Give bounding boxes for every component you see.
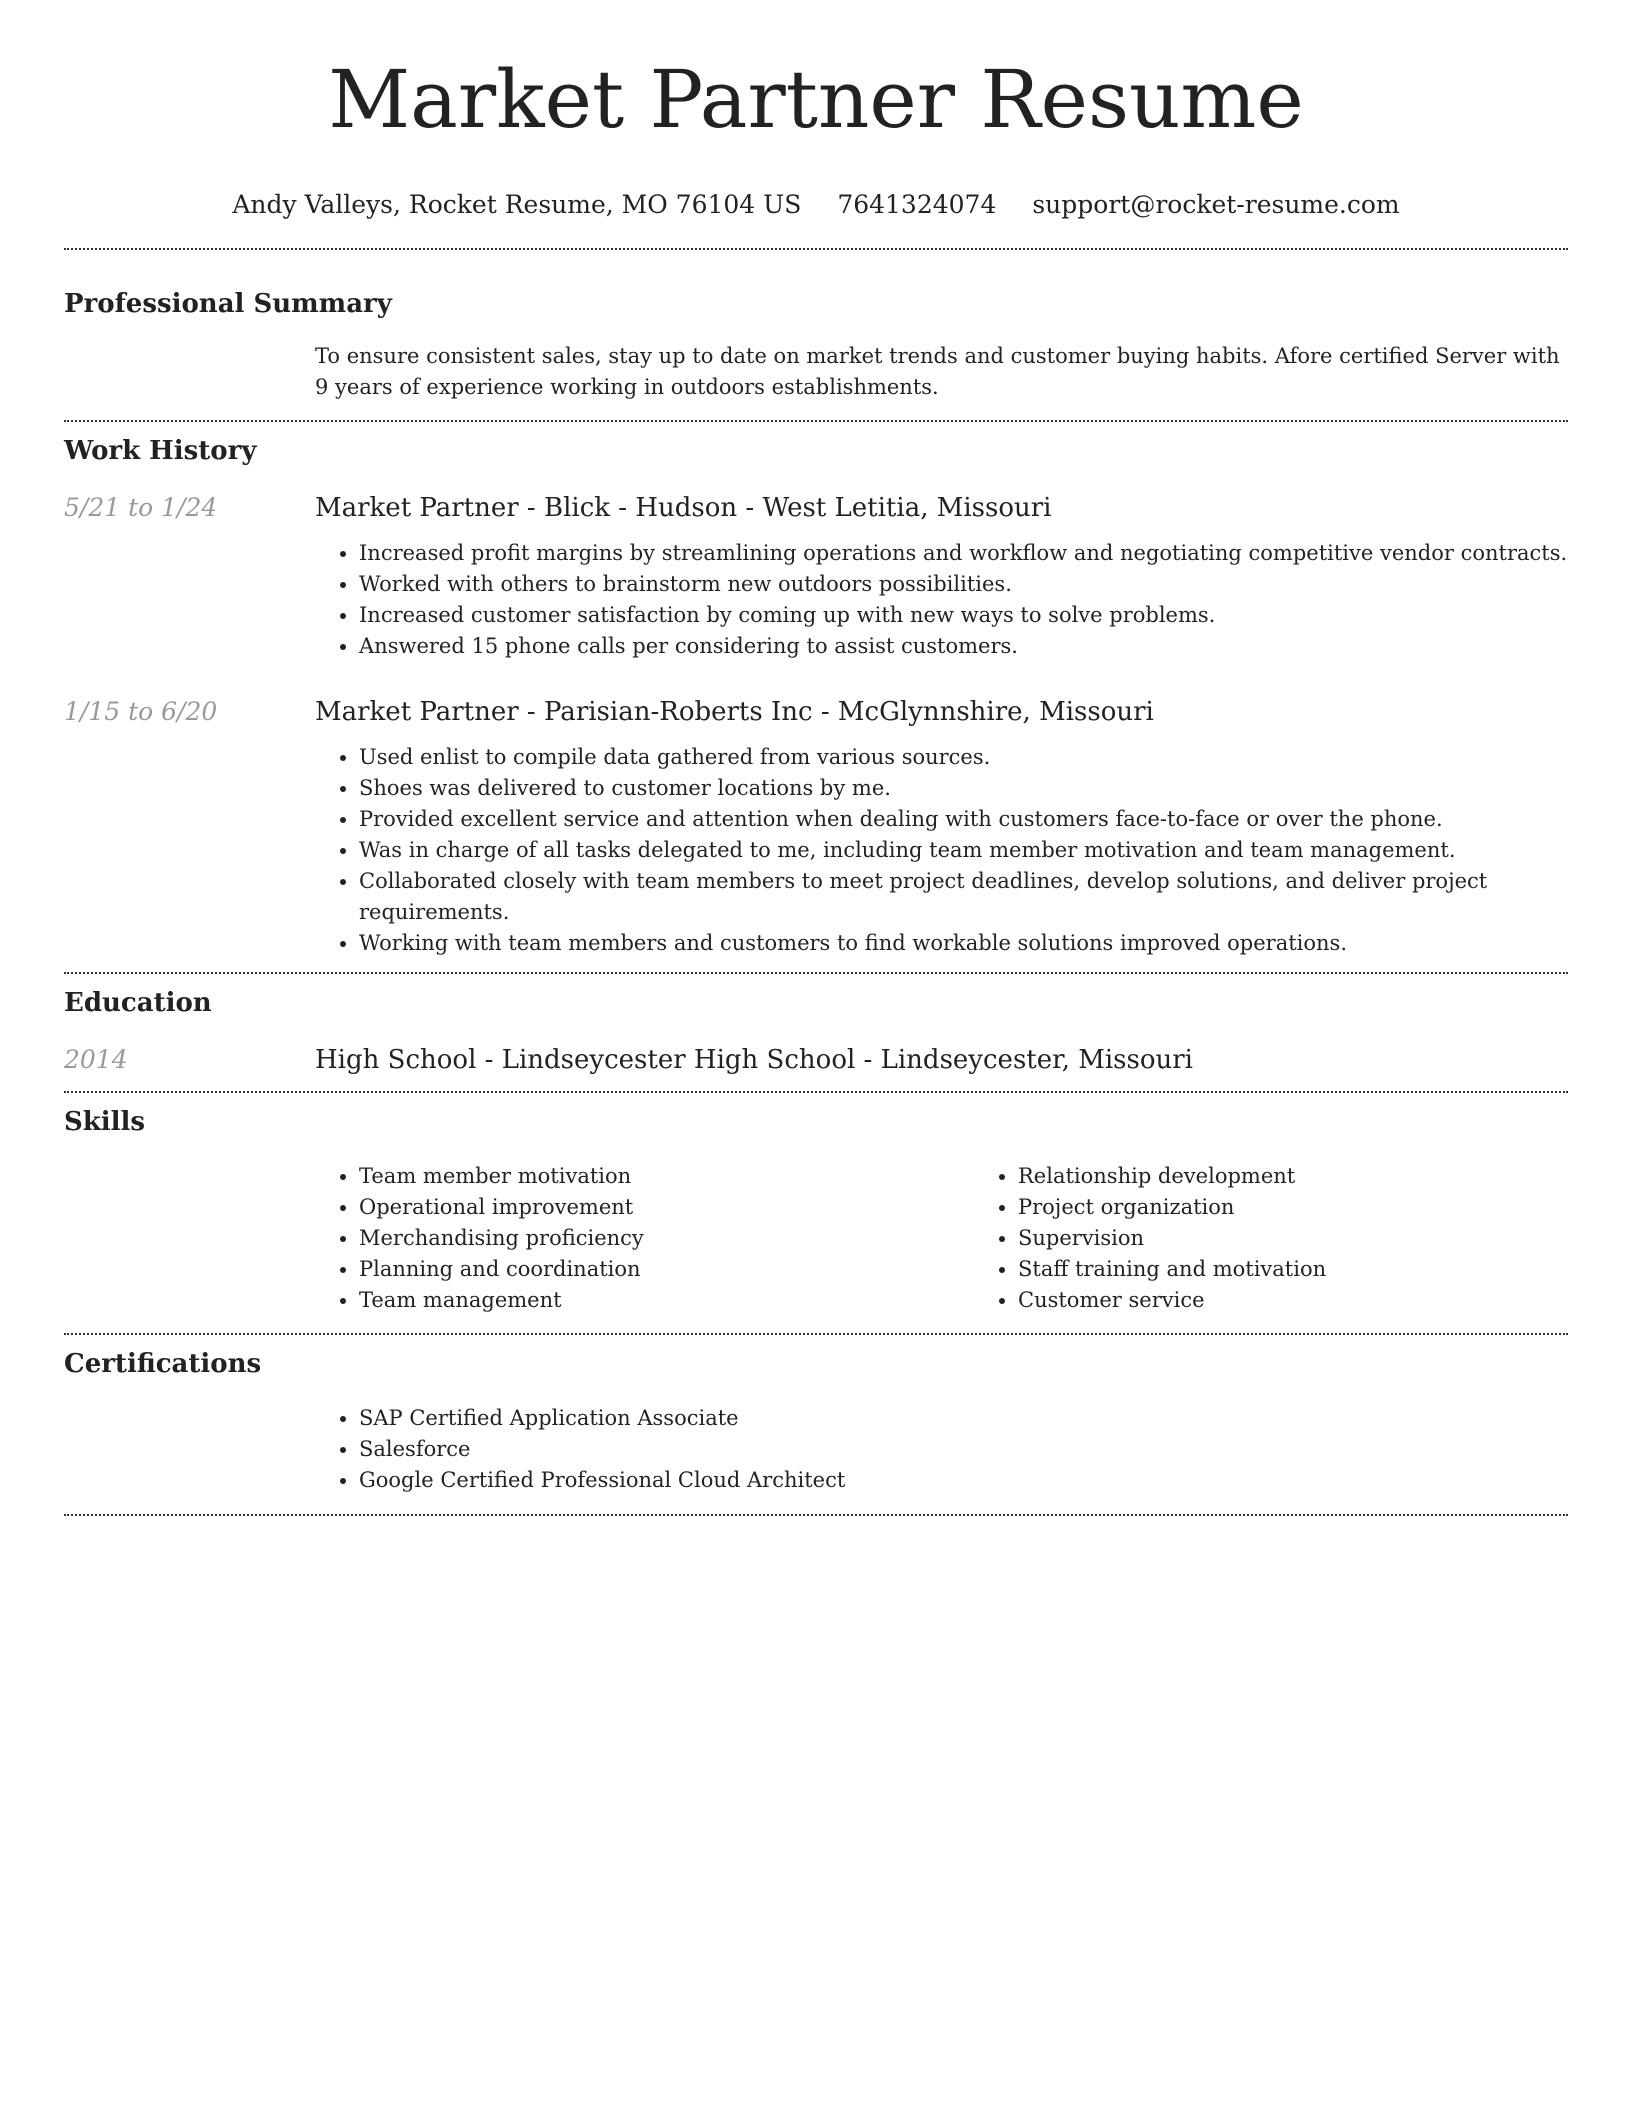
contact-email: support@rocket-resume.com	[1032, 190, 1400, 219]
contact-line	[64, 188, 1568, 222]
work-section	[64, 422, 1568, 972]
list-item: • Shoes was delivered to customer locations by me.	[359, 773, 1568, 804]
skill-item: • Project organization	[1018, 1192, 1632, 1223]
list-item: • Collaborated closely with team members to meet project deadlines, develop solutions, and deliver project requirements.	[359, 866, 1568, 928]
resume-title: Market Partner Resume	[328, 53, 1304, 146]
job-dates: 1/15 to 6/20	[64, 697, 218, 726]
section-heading-work: Work History	[64, 436, 257, 466]
list-item: • Was in charge of all tasks delegated to me, including team member motivation and team management.	[359, 835, 1568, 866]
skill-item: • Staff training and motivation	[1018, 1254, 1632, 1285]
certification-item: • Salesforce	[359, 1434, 1568, 1465]
resume-page	[64, 0, 1568, 1516]
job-bullets	[315, 538, 1568, 662]
skill-item: • Customer service	[1018, 1285, 1632, 1316]
education-year: 2014	[64, 1045, 128, 1074]
certifications-list	[315, 1403, 1568, 1496]
skill-item: • Team management	[359, 1285, 974, 1316]
list-item: • Used enlist to compile data gathered from various sources.	[359, 742, 1568, 773]
skill-item: • Planning and coordination	[359, 1254, 974, 1285]
list-item: • Increased customer satisfaction by coming up with new ways to solve problems.	[359, 600, 1568, 631]
job-bullets	[315, 742, 1568, 959]
skill-item: • Supervision	[1018, 1223, 1632, 1254]
section-heading-certifications: Certifications	[64, 1349, 262, 1379]
education-section	[64, 974, 1568, 1091]
summary-section	[64, 250, 1568, 420]
education-title: High School - Lindseycester High School - Lindseycester, Missouri	[315, 1045, 1193, 1075]
section-heading-summary: Professional Summary	[64, 289, 392, 319]
skills-section	[64, 1093, 1568, 1333]
list-item: • Answered 15 phone calls per considering to assist customers.	[359, 631, 1568, 662]
skill-item: • Operational improvement	[359, 1192, 974, 1223]
skill-item: • Team member motivation	[359, 1161, 974, 1192]
certification-item: • Google Certified Professional Cloud Architect	[359, 1465, 1568, 1496]
certification-item: • SAP Certified Application Associate	[359, 1403, 1568, 1434]
job-entry	[64, 695, 1568, 959]
contact-address: Andy Valleys, Rocket Resume, MO 76104 US	[232, 190, 802, 219]
list-item: • Worked with others to brainstorm new outdoors possibilities.	[359, 569, 1568, 600]
divider	[64, 1514, 1568, 1516]
job-title: Market Partner - Parisian-Roberts Inc - McGlynnshire, Missouri	[315, 697, 1154, 727]
list-item: • Working with team members and customers to find workable solutions improved operations.	[359, 928, 1568, 959]
skill-item: • Relationship development	[1018, 1161, 1632, 1192]
list-item: • Provided excellent service and attention when dealing with customers face-to-face or over the phone.	[359, 804, 1568, 835]
skills-list-left	[315, 1161, 974, 1316]
section-heading-education: Education	[64, 988, 212, 1018]
job-entry	[64, 491, 1568, 662]
job-title: Market Partner - Blick - Hudson - West Letitia, Missouri	[315, 493, 1052, 523]
list-item: • Increased profit margins by streamlining operations and workflow and negotiating competitive vendor contracts.	[359, 538, 1568, 569]
contact-phone: 7641324074	[837, 190, 997, 219]
section-heading-skills: Skills	[64, 1107, 146, 1137]
education-entry	[64, 1043, 1568, 1077]
summary-text: To ensure consistent sales, stay up to date on market trends and customer buying habits. Afore certified Server with 9 years of experience working in outdoors establishments.	[315, 344, 1560, 399]
skill-item: • Merchandising proficiency	[359, 1223, 974, 1254]
certifications-section	[64, 1335, 1568, 1514]
skills-list-right	[974, 1161, 1632, 1316]
job-dates: 5/21 to 1/24	[64, 493, 218, 522]
